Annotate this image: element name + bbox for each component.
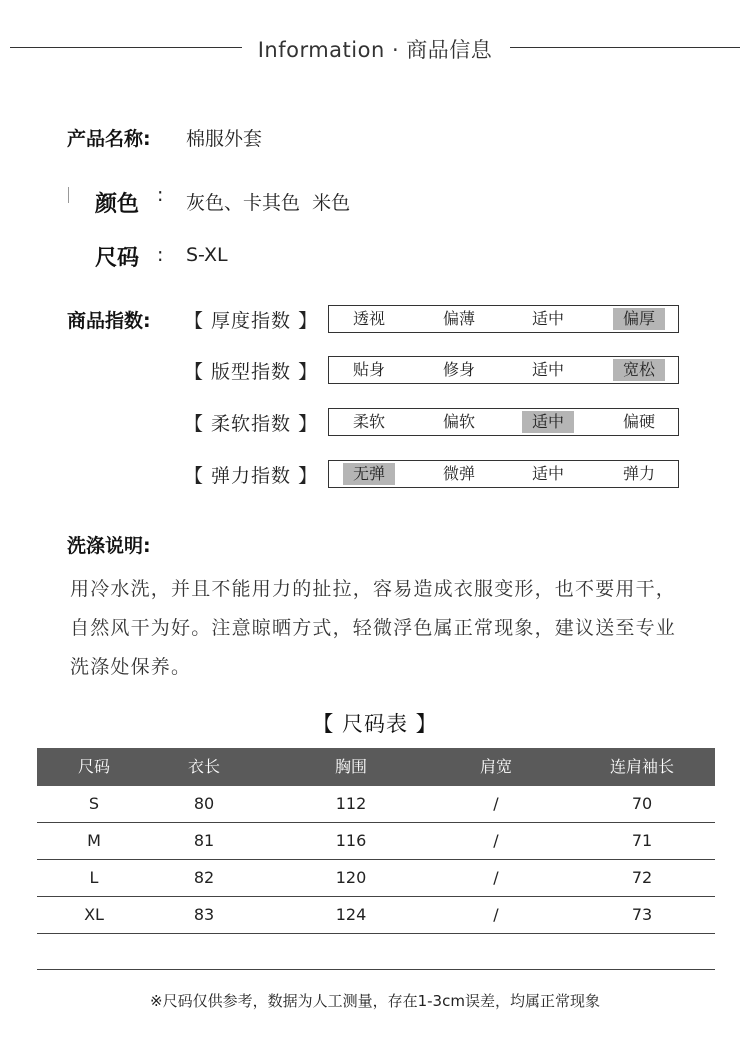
- indices-label: 商品指数:: [67, 310, 151, 332]
- table-row: [37, 786, 715, 823]
- index-option: 偏薄: [442, 309, 475, 328]
- table-cell: /: [493, 794, 499, 813]
- column-header: 连肩袖长: [609, 757, 675, 776]
- index-option-selected: 偏厚: [613, 308, 665, 330]
- size-table-title: 【 尺码表 】: [312, 712, 438, 736]
- index-option: 弹力: [622, 464, 655, 483]
- index-name: 【 弹力指数 】: [184, 465, 319, 487]
- table-cell: XL: [84, 905, 104, 924]
- index-option: 偏软: [442, 412, 475, 431]
- table-row: [37, 897, 715, 934]
- index-name: 【 版型指数 】: [184, 361, 319, 383]
- index-scale: [328, 305, 679, 333]
- index-scale: [328, 408, 679, 436]
- index-option: 适中: [531, 360, 564, 379]
- index-option: 贴身: [352, 360, 385, 379]
- size-table-header: [37, 748, 715, 786]
- size-note: ※尺码仅供参考，数据为人工测量，存在1-3cm误差，均属正常现象: [150, 992, 600, 1010]
- table-cell: 80: [193, 794, 215, 813]
- table-cell: 82: [193, 868, 215, 887]
- index-option: 适中: [531, 464, 564, 483]
- index-option: 微弹: [442, 464, 475, 483]
- wash-text: 用冷水洗，并且不能用力的扯拉，容易造成衣服变形，也不要用干，自然风干为好。注意晾晒方式，轻微浮色属正常现象，建议送至专业洗涤处保养。: [70, 578, 677, 678]
- table-cell: 83: [193, 905, 215, 924]
- table-cell: 124: [335, 905, 367, 924]
- table-cell: 112: [335, 794, 367, 813]
- index-scale: [328, 460, 679, 488]
- column-header: 衣长: [187, 757, 221, 776]
- size-value: S-XL: [186, 244, 228, 266]
- table-cell: /: [493, 831, 499, 850]
- column-header: 尺码: [77, 757, 111, 776]
- index-option: 修身: [442, 360, 475, 379]
- table-cell: /: [493, 905, 499, 924]
- table-cell: 120: [335, 868, 367, 887]
- index-name: 【 柔软指数 】: [184, 413, 319, 435]
- table-row: [37, 823, 715, 860]
- index-scale: [328, 356, 679, 384]
- table-bottom-rule: [37, 969, 715, 970]
- divider-tick: [68, 187, 69, 203]
- index-option: 柔软: [352, 412, 385, 431]
- index-name: 【 厚度指数 】: [184, 310, 319, 332]
- table-cell: M: [87, 831, 101, 850]
- table-cell: S: [88, 794, 100, 813]
- product-name-label: 产品名称:: [67, 128, 151, 150]
- color-value: 灰色、卡其色 米色: [186, 192, 351, 214]
- table-cell: L: [89, 868, 99, 887]
- column-header: 胸围: [334, 757, 368, 776]
- index-option: 偏硬: [622, 412, 655, 431]
- table-cell: 81: [193, 831, 215, 850]
- size-label: 尺码: [95, 246, 140, 271]
- color-label: 颜色: [95, 192, 140, 217]
- table-cell: /: [493, 868, 499, 887]
- table-cell: 116: [335, 831, 367, 850]
- table-cell: 72: [631, 868, 653, 887]
- index-option-selected: 无弹: [343, 463, 395, 485]
- color-colon: :: [157, 184, 164, 206]
- index-option-selected: 宽松: [613, 359, 665, 381]
- table-cell: 70: [631, 794, 653, 813]
- section-title: Information · 商品信息: [257, 38, 493, 62]
- product-name-value: 棉服外套: [186, 128, 263, 150]
- table-cell: 73: [631, 905, 653, 924]
- wash-label: 洗涤说明:: [67, 535, 151, 557]
- index-option: 适中: [531, 309, 564, 328]
- index-option: 透视: [352, 309, 385, 328]
- column-header: 肩宽: [479, 757, 513, 776]
- table-row: [37, 860, 715, 897]
- table-cell: 71: [631, 831, 653, 850]
- size-colon: :: [157, 244, 164, 266]
- index-option-selected: 适中: [522, 411, 574, 433]
